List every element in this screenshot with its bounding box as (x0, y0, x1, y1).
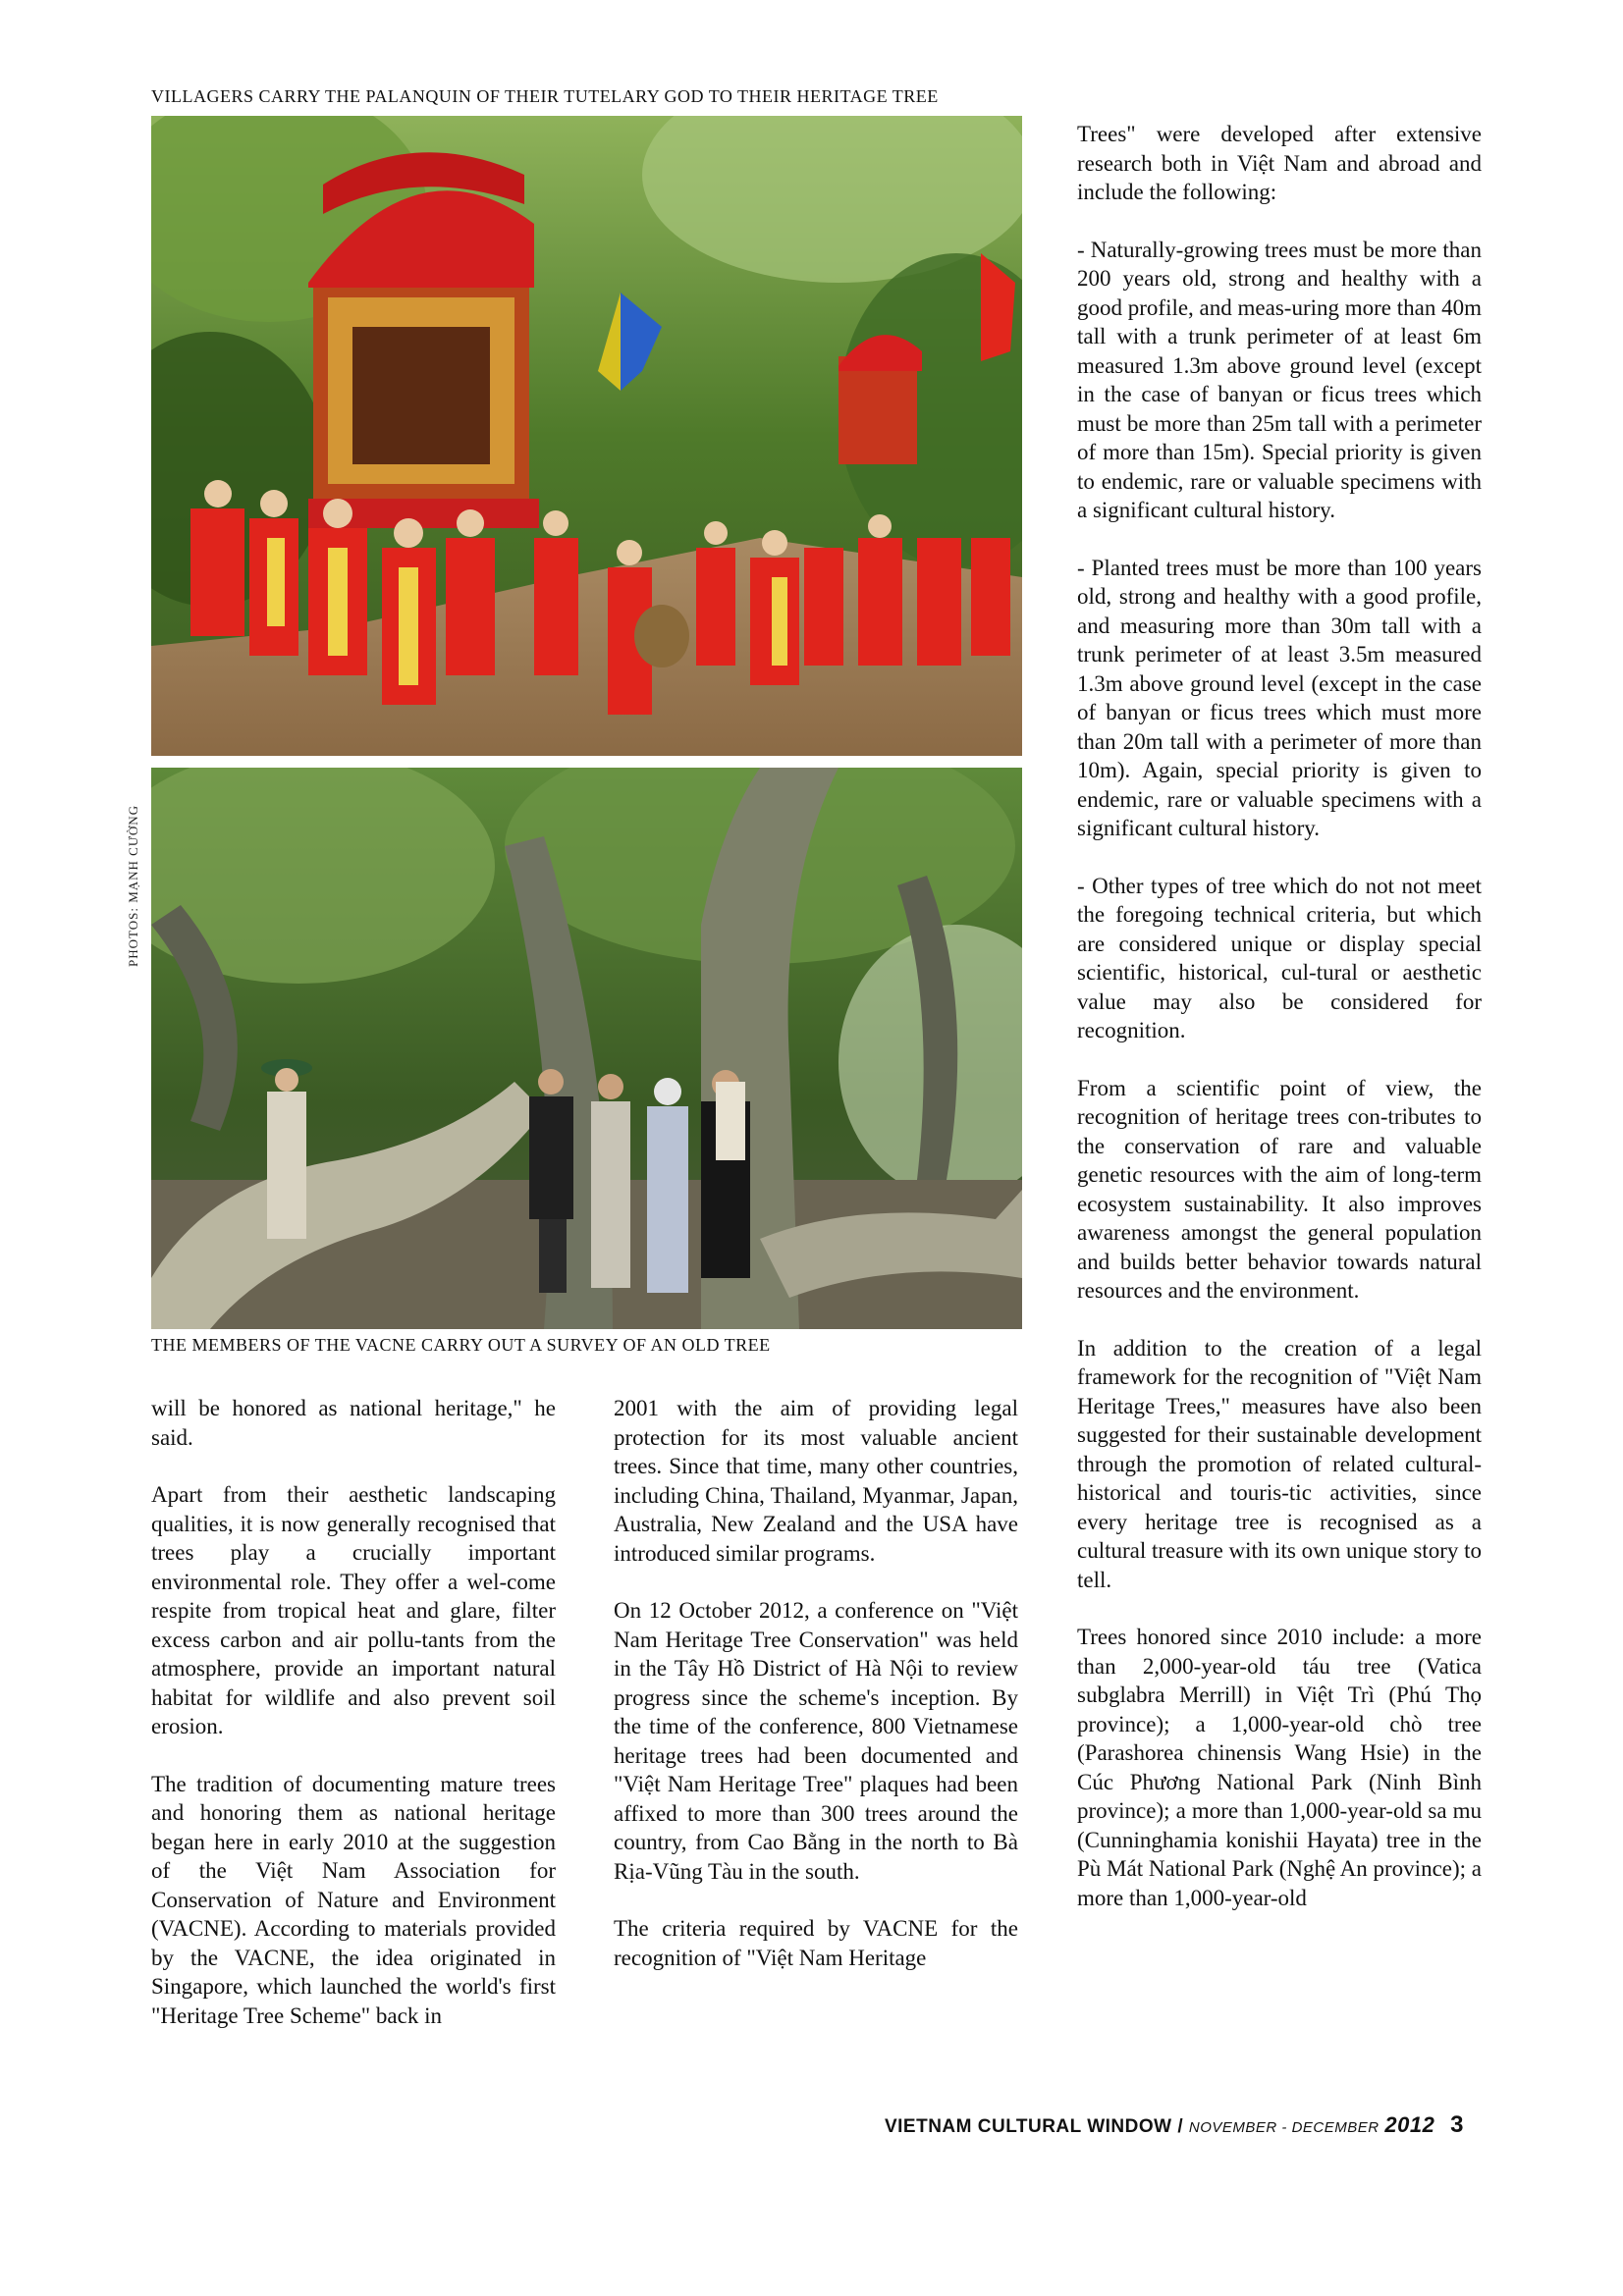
page-number: 3 (1450, 2111, 1464, 2138)
paragraph: Apart from their aesthetic landscaping qualities, it is now generally recognised that trees play a crucially important environmental role. They offer a wel-come respite from tropical heat and glare, filter excess carbon and air pollu-tants from the atmosphere, provide an important natural habitat for wildlife and also prevent soil erosion. (151, 1482, 556, 1738)
paragraph: Trees honored since 2010 include: a more than 2,000-year-old táu tree (Vatica subglabra Merrill) in Việt Trì (Phú Thọ province); a 1,000-year-old chò tree (Parashorea chinensis Wang Hsie) in the Cúc Phương National Park (Ninh Bình province); a more than 1,000-year-old sa mu (Cunninghamia konishii Hayata) tree in the Pù Mát National Park (Nghệ An province); a more than 1,000-year-old (1077, 1625, 1482, 1910)
old-tree-survey-photo (151, 768, 1022, 1329)
paragraph: The criteria required by VACNE for the recognition of "Việt Nam Heritage (614, 1916, 1018, 1970)
article-column-2 (614, 1394, 1018, 1972)
issue-date: NOVEMBER - DECEMBER (1188, 2119, 1380, 2136)
footer-separator: / (1177, 2116, 1184, 2137)
article-column-3 (1077, 120, 1482, 1912)
paragraph: The tradition of documenting mature trees and honoring them as national heritage began here in early 2010 at the suggestion of the Việt Nam Association for Conservation of Nature and Environment (VACNE). According to materials provided by the VACNE, the idea originated in Singapore, which launched the world's first "Heritage Tree Scheme" back in (151, 1771, 556, 2028)
photo-credit: PHOTOS: MẠNH CƯỜNG (126, 804, 140, 967)
magazine-title: VIETNAM CULTURAL WINDOW (884, 2116, 1172, 2137)
palanquin-procession-photo (151, 116, 1022, 756)
page-footer (885, 2111, 1464, 2139)
paragraph: - Other types of tree which do not not meet the foregoing technical criteria, but which are considered unique or display special scientific, historical, cul-tural or aesthetic value may also be considered for recognition. (1077, 873, 1482, 1042)
paragraph: On 12 October 2012, a conference on "Việt Nam Heritage Tree Conservation" was held in the Tây Hồ District of Hà Nội to review progress since the scheme's inception. By the time of the conference, 800 Vietnamese heritage trees had been documented and "Việt Nam Heritage Tree" plaques had been affixed to more than 300 trees around the country, from Cao Bằng in the north to Bà Rịa-Vũng Tàu in the south. (614, 1598, 1018, 1884)
issue-year: 2012 (1384, 2112, 1435, 2137)
top-photo-caption: VILLAGERS CARRY THE PALANQUIN OF THEIR TUTELARY GOD TO THEIR HERITAGE TREE (151, 86, 939, 106)
bottom-photo-caption: THE MEMBERS OF THE VACNE CARRY OUT A SURVEY OF AN OLD TREE (151, 1335, 771, 1355)
article-column-1 (151, 1394, 556, 2030)
paragraph: In addition to the creation of a legal framework for the recognition of "Việt Nam Heritage Trees," measures have also been suggested for their sustainable development through the promotion of related cultural-historical and touris-tic activities, since every heritage tree is recognised as a cultural treasure with its own unique story to tell. (1077, 1335, 1483, 1592)
paragraph: - Planted trees must be more than 100 years old, strong and healthy with a good profile, and measuring more than 30m tall with a trunk perimeter of at least 3.5m measured 1.3m above ground level (except in the case of banyan or ficus trees which must more than 20m tall with a perimeter of more than 10m). Again, special priority is given to endemic, rare or valuable specimens with a significant cultural history. (1077, 555, 1482, 840)
paragraph: 2001 with the aim of providing legal protection for its most valuable ancient trees. Since that time, many other countries, including China, Thailand, Myanmar, Japan, Australia, New Zealand and the USA have introduced similar programs. (614, 1396, 1018, 1566)
paragraph: will be honored as national heritage," he said. (151, 1396, 556, 1450)
paragraph: From a scientific point of view, the recognition of heritage trees con-tributes to the conservation of rare and valuable genetic resources with the aim of long-term ecosystem sustainability. It also improves awareness amongst the general population and builds better behavior towards natural resources and the environment. (1077, 1075, 1482, 1303)
paragraph: Trees" were developed after extensive research both in Việt Nam and abroad and include the following: (1077, 122, 1482, 204)
paragraph: - Naturally-growing trees must be more than 200 years old, strong and healthy with a good profile, and meas-uring more than 40m tall with a trunk perimeter of at least 6m measured 1.3m above ground level (except in the case of banyan or ficus trees which must be more than 25m tall with a perimeter of more than 15m). Special priority is given to endemic, rare or valuable specimens with a significant cultural history. (1077, 237, 1482, 522)
